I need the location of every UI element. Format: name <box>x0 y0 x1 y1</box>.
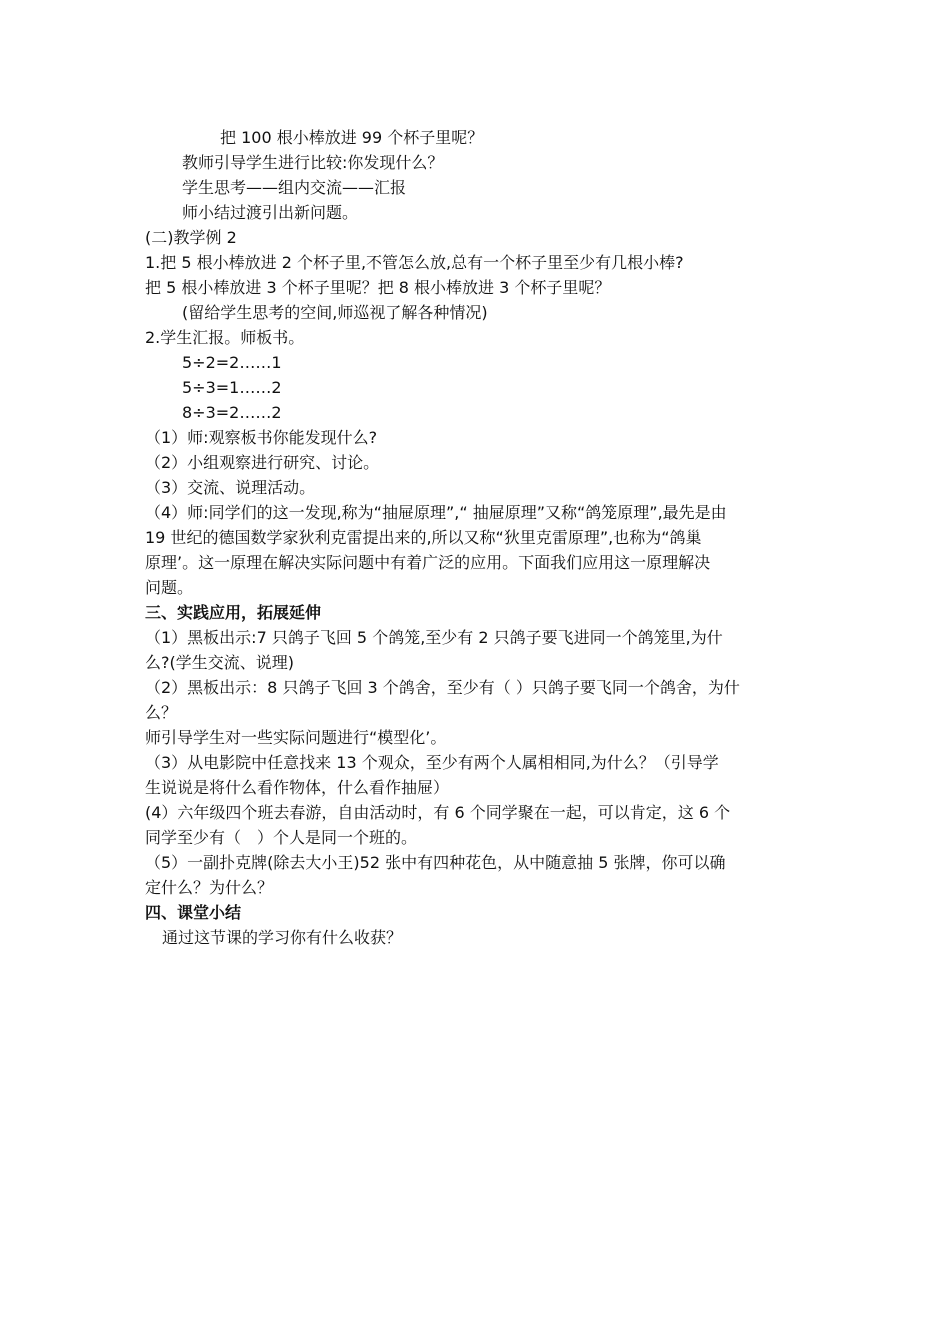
equation-line: 8÷3=2……2 <box>182 403 282 422</box>
text-line: （5）一副扑克牌(除去大小王)52 张中有四种花色，从中随意抽 5 张牌，你可以确 <box>145 853 726 872</box>
section-heading: 三、实践应用，拓展延伸 <box>145 603 322 622</box>
text-line: 教师引导学生进行比较:你发现什么？ <box>182 153 444 172</box>
text-line: 么？ <box>145 703 178 722</box>
text-line: (留给学生思考的空间,师巡视了解各种情况) <box>182 303 488 322</box>
text-line: (4）六年级四个班去春游，自由活动时，有 6 个同学聚在一起，可以肯定，这 6 个 <box>145 803 731 822</box>
text-line: 生说说是将什么看作物体，什么看作抽屉） <box>145 778 450 797</box>
text-line: （4）师:同学们的这一发现,称为“抽屉原理”,“ 抽屉原理”又称“鸽笼原理”,最先是由 <box>145 503 727 522</box>
text-line: （1）师:观察板书你能发现什么? <box>145 428 378 447</box>
text-line: （1）黑板出示:7 只鸽子飞回 5 个鸽笼,至少有 2 只鸽子要飞进同一个鸽笼里,为什 <box>145 628 723 647</box>
text-line: 通过这节课的学习你有什么收获？ <box>162 928 403 947</box>
text-line: 定什么？为什么？ <box>145 878 274 897</box>
text-line: （2）小组观察进行研究、讨论。 <box>145 453 380 472</box>
text-line: 19 世纪的德国数学家狄利克雷提出来的,所以又称“狄里克雷原理”,也称为“鸽巢 <box>145 528 702 547</box>
text-line: 1.把 5 根小棒放进 2 个杯子里,不管怎么放,总有一个杯子里至少有几根小棒? <box>145 253 684 272</box>
text-line: （2）黑板出示：8 只鸽子飞回 3 个鸽舍，至少有（ ）只鸽子要飞同一个鸽舍，为什 <box>145 678 740 697</box>
text-line: 问题。 <box>145 578 194 597</box>
section-heading: (二)教学例 2 <box>145 228 237 247</box>
text-line: 师引导学生对一些实际问题进行“模型化’。 <box>145 728 447 747</box>
text-line: 把 100 根小棒放进 99 个杯子里呢？ <box>220 128 484 147</box>
equation-line: 5÷3=1……2 <box>182 378 282 397</box>
text-line: 同学至少有（ ）个人是同一个班的。 <box>145 828 418 847</box>
text-line: 原理’。这一原理在解决实际问题中有着广泛的应用。下面我们应用这一原理解决 <box>145 553 711 572</box>
text-line: 把 5 根小棒放进 3 个杯子里呢？把 8 根小棒放进 3 个杯子里呢？ <box>145 278 611 297</box>
text-line: 么?(学生交流、说理) <box>145 653 294 672</box>
text-line: 学生思考——组内交流——汇报 <box>182 178 407 197</box>
text-line: （3）从电影院中任意找来 13 个观众，至少有两个人属相相同,为什么？（引导学 <box>145 753 719 772</box>
text-line: 2.学生汇报。师板书。 <box>145 328 305 347</box>
equation-line: 5÷2=2……1 <box>182 353 282 372</box>
text-line: （3）交流、说理活动。 <box>145 478 316 497</box>
text-line: 师小结过渡引出新问题。 <box>182 203 359 222</box>
section-heading: 四、课堂小结 <box>145 903 242 922</box>
